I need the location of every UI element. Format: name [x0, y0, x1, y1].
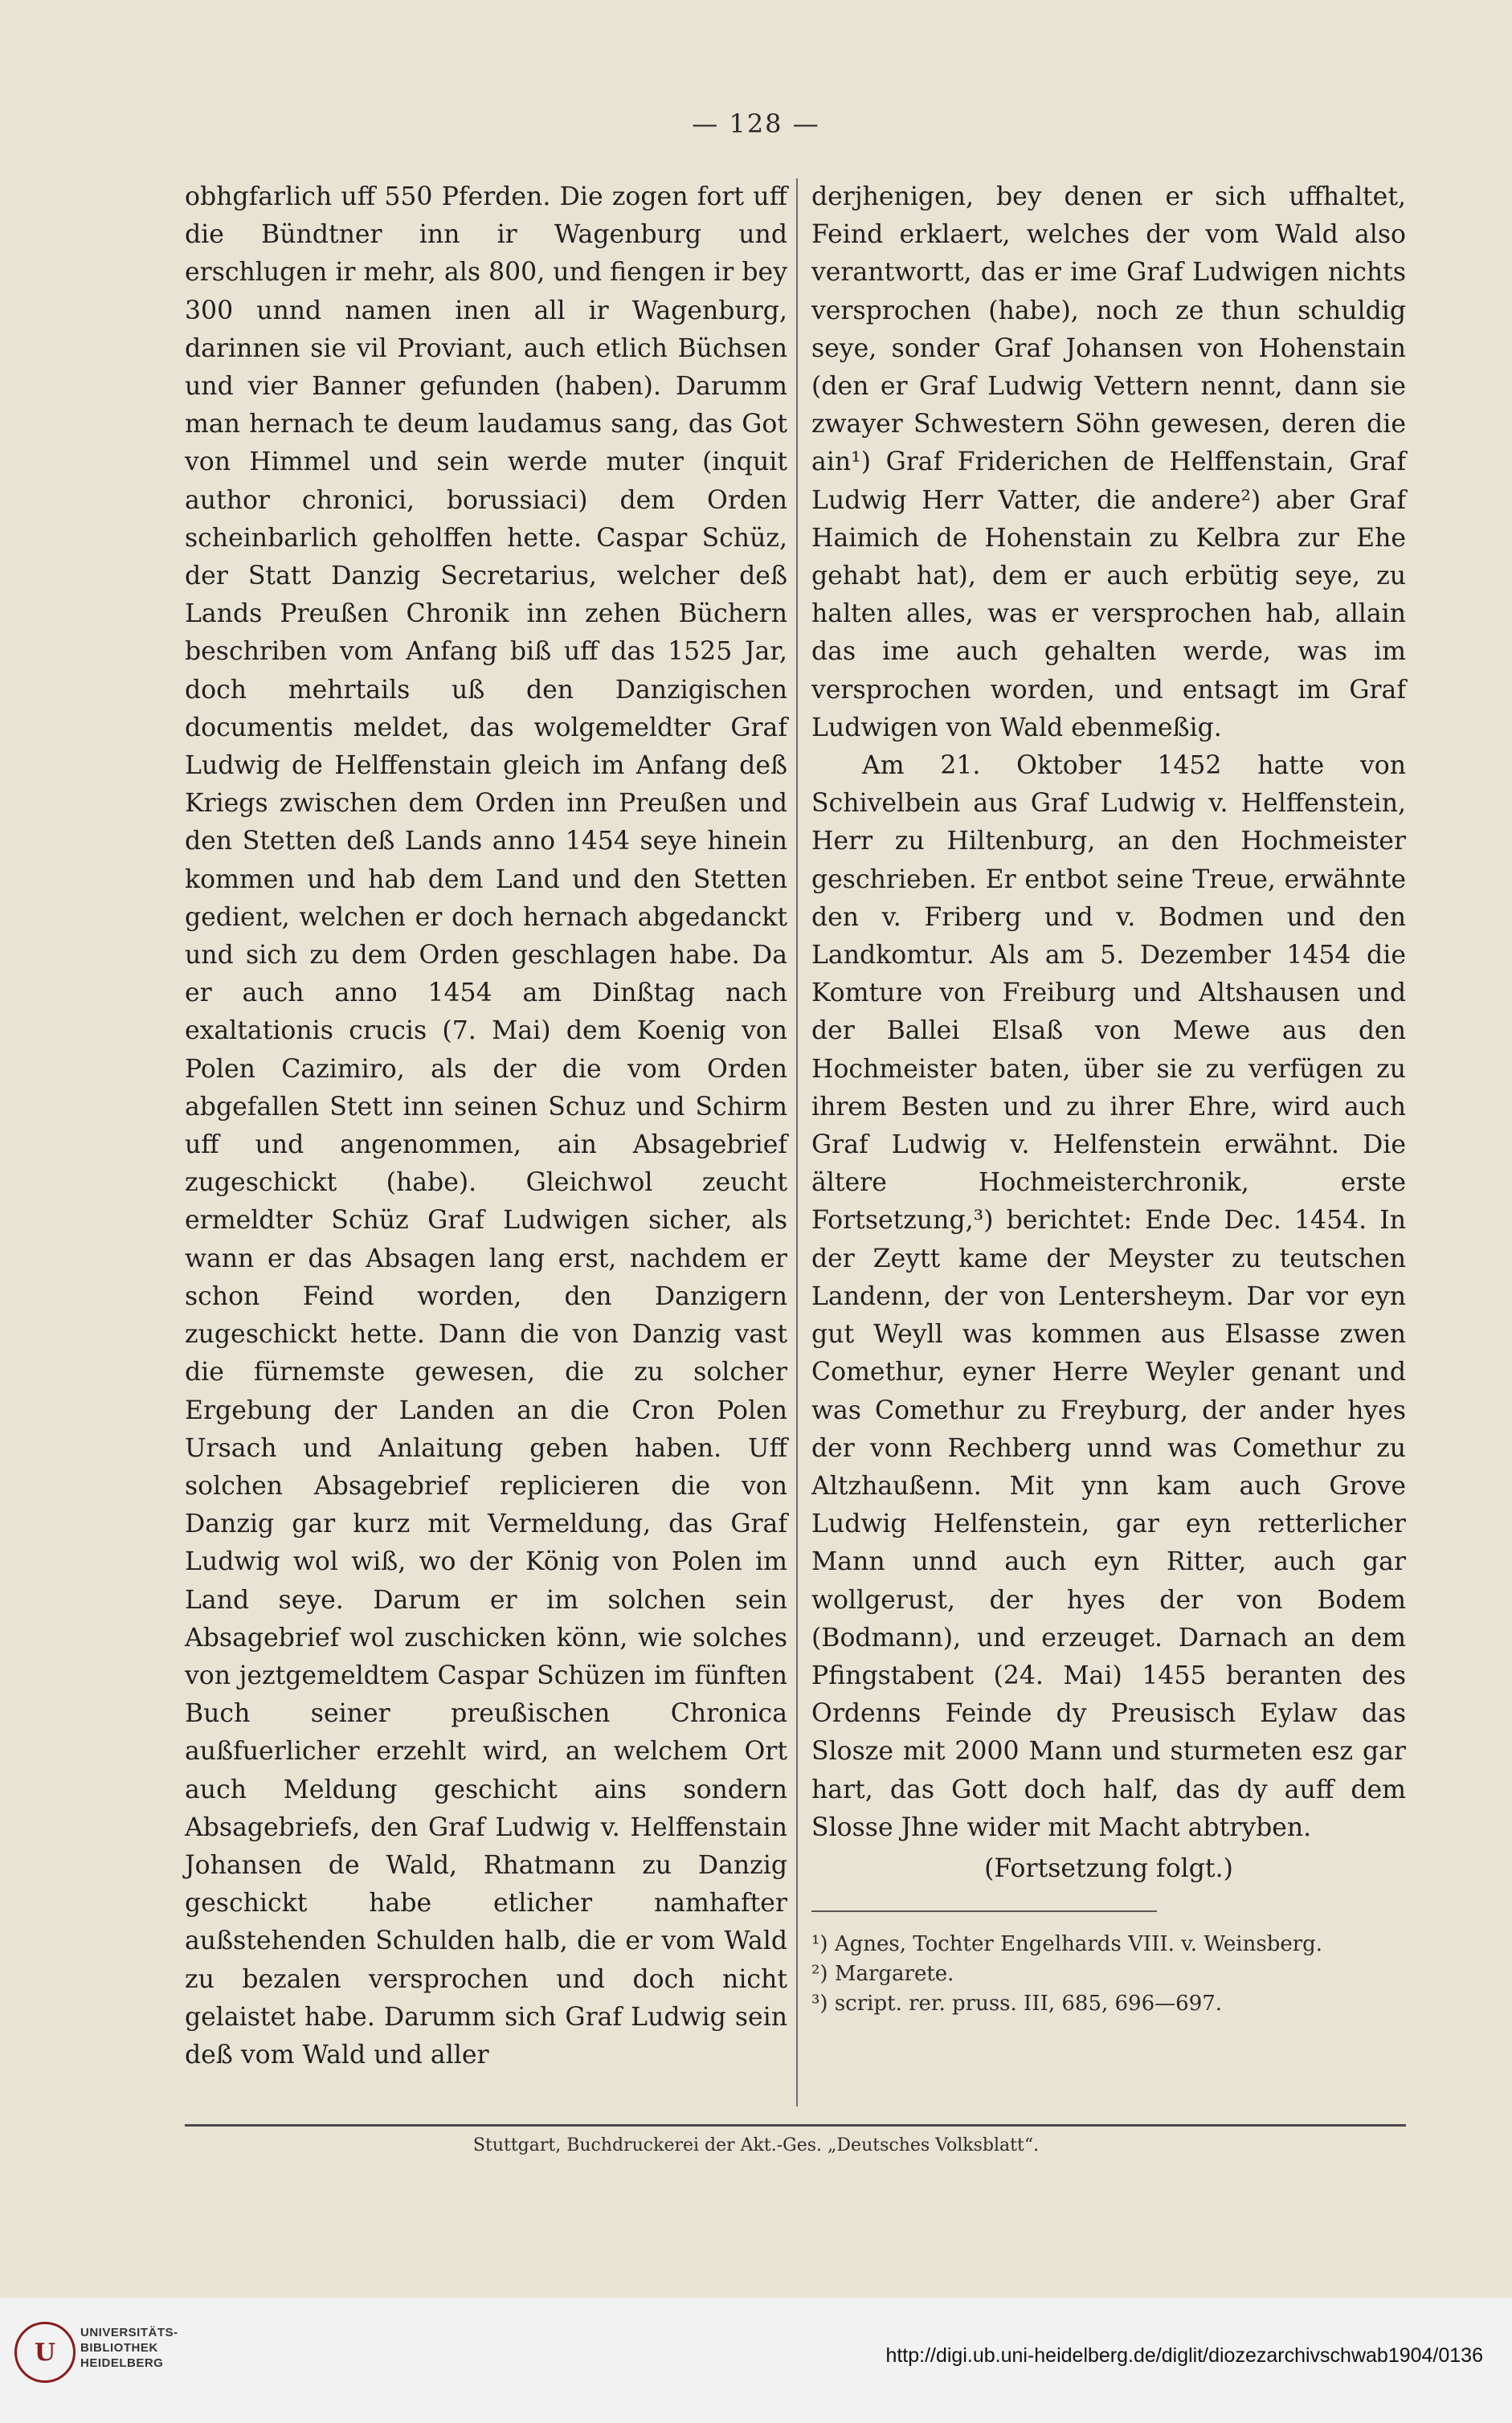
- permalink-url[interactable]: http://digi.ub.uni-heidelberg.de/diglit/diozezarchivschwab1904/0136: [885, 2344, 1483, 2367]
- university-logo-icon: [14, 2322, 76, 2383]
- left-paragraph-1: obhgfarlich uff 550 Pferden. Die zogen fort uff die Bündtner inn ir Wagenburg und erschlugen ir mehr, als 800, und fiengen ir bey 300 unnd namen inen all ir Wagenburg, darinnen sie vil Proviant, auch etlich Büchsen und vier Banner gefunden (haben). Darumm man hernach te deum laudamus sang, das Got von Himmel und sein werde muter (inquit author chronici, borussiaci) dem Orden scheinbarlich geholffen hette. Caspar Schüz, der Statt Danzig Secretarius, welcher deß Lands Preußen Chronik inn zehen Büchern beschriben vom Anfang biß uff das 1525 Jar, doch mehrtails uß den Danzigischen documentis meldet, das wolgemeldter Graf Ludwig de Helffenstain gleich im Anfang deß Kriegs zwischen dem Orden inn Preußen und den Stetten deß Lands anno 1454 seye hinein kommen und hab dem Land und den Stetten gedient, welchen er doch hernach abgedanckt und sich zu dem Orden geschlagen habe. Da er auch anno 1454 am Dinßtag nach exaltationis crucis (7. Mai) dem Koenig von Polen Cazimiro, als der die vom Orden abgefallen Stett inn seinen Schuz und Schirm uff und angenommen, ain Absagebrief zugeschickt (habe). Gleichwol zeucht ermeldter Schüz Graf Ludwigen sicher, als wann er das Absagen lang erst, nachdem er schon Feind worden, den Danzigern zugeschickt hette. Dann die von Danzig vast die fürnemste gewesen, die zu solcher Ergebung der Landen an die Cron Polen Ursach und Anlaitung geben haben. Uff solchen Absagebrief replicieren die von Danzig gar kurz mit Vermeldung, das Graf Ludwig wol wiß, wo der König von Polen im Land seye. Darum er im solchen sein Absagebrief wol zuschicken könn, wie solches von jeztgemeldtem Caspar Schüzen im fünften Buch seiner preußischen Chronica außfuerlicher erzehlt wird, an welchem Ort auch Meldung geschicht ains sondern Absagebriefs, den Graf Ludwig v. Helffenstain Johansen de Wald, Rhatmann zu Danzig geschickt habe etlicher namhafter außstehenden Schulden halb, die er vom Wald zu bezalen versprochen und doch nicht gelaistet habe. Darumm sich Graf Ludwig sein deß vom Wald und aller: [185, 182, 787, 2070]
- right-column: [811, 178, 1406, 2019]
- right-paragraph-2: Am 21. Oktober 1452 hatte von Schivelbein aus Graf Ludwig v. Helffenstein, Herr zu Hiltenburg, an den Hochmeister geschrieben. Er entbot seine Treue, erwähnte den v. Friberg und v. Bodmen und den Landkomtur. Als am 5. Dezember 1454 die Komture von Freiburg und Altshausen und der Ballei Elsaß von Mewe aus den Hochmeister baten, über sie zu verfügen zu ihrem Besten und zu ihrer Ehre, wird auch Graf Ludwig v. Helfenstein erwähnt. Die ältere Hochmeisterchronik, erste Fortsetzung,³) berichtet: Ende Dec. 1454. In der Zeytt kame der Meyster zu teutschen Landenn, der von Lentersheym. Dar vor eyn gut Weyll was kommen aus Elsasse zwen Comethur, eyner Herre Weyler genant und was Comethur zu Freyburg, der ander hyes der vonn Rechberg unnd was Comethur zu Altzhaußenn. Mit ynn kam auch Grove Ludwig Helfenstein, gar eyn retterlicher Mann unnd auch eyn Ritter, auch gar wollgerust, der hyes der von Bodem (Bodmann), und erzeuget. Darnach an dem Pfingstabent (24. Mai) 1455 beranten des Ordenns Feinde dy Preusisch Eylaw das Slosze mit 2000 Mann und sturmeten esz gar hart, das Gott doch half, das dy auff dem Slosse Jhne wider mit Macht abtryben.: [811, 751, 1406, 1842]
- printer-imprint: Stuttgart, Buchdruckerei der Akt.-Ges. „Deutsches Volksblatt“.: [472, 2135, 1040, 2155]
- library-name: [80, 2325, 178, 2371]
- footnote-3: ³) script. rer. pruss. III, 685, 696—697.: [811, 1992, 1223, 2016]
- continuation-note: (Fortsetzung folgt.): [984, 1853, 1233, 1883]
- footnote-rule: [811, 1910, 1157, 1912]
- bottom-rule: [185, 2124, 1406, 2127]
- column-divider: [796, 178, 798, 2106]
- library-name-line-2: BIBLIOTHEK: [80, 2341, 158, 2355]
- right-paragraph-1: derjhenigen, bey denen er sich uffhaltet, Feind erklaert, welches der vom Wald also verantwortt, das er ime Graf Ludwigen nichts versprochen (habe), noch ze thun schuldig seye, sonder Graf Johansen von Hohenstain (den er Graf Ludwig Vettern nennt, dann sie zwayer Schwestern Söhn gewesen, deren die ain¹) Graf Friderichen de Helffenstain, Graf Ludwig Herr Vatter, die andere²) aber Graf Haimich de Hohenstain zu Kelbra zur Ehe gehabt hat), dem er auch erbütig seye, zu halten alles, was er versprochen hab, allain das ime auch gehalten werde, was im versprochen worden, und entsagt im Graf Ludwigen von Wald ebenmeßig.: [811, 182, 1406, 742]
- footnote-2: ²) Margarete.: [811, 1962, 954, 1987]
- library-name-line-3: HEIDELBERG: [80, 2356, 164, 2370]
- page-number: — 128 —: [692, 108, 820, 139]
- logo-letter: U: [34, 2338, 56, 2367]
- left-column: [185, 178, 787, 2074]
- viewer-footer: [0, 2298, 1512, 2423]
- library-name-line-1: UNIVERSITÄTS-: [80, 2326, 178, 2339]
- footnotes: [811, 1930, 1406, 2019]
- footnote-1: ¹) Agnes, Tochter Engelhards VIII. v. Weinsberg.: [811, 1932, 1323, 1957]
